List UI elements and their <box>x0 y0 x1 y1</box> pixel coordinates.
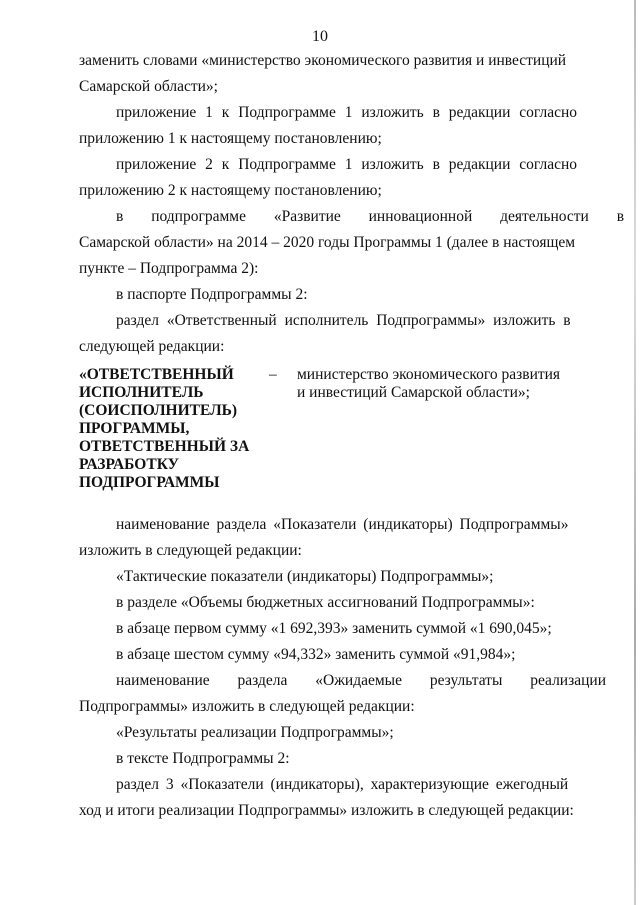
passport-heading-line: «ОТВЕТСТВЕННЫЙ <box>79 366 234 383</box>
text-line: Самарской области»; <box>79 78 218 95</box>
passport-value-line: министерство экономического развития <box>297 366 561 383</box>
paragraph <box>79 668 606 720</box>
text-line: в абзаце шестом сумму «94,332» заменить суммой «91,984»; <box>116 646 516 663</box>
passport-heading-line: ПРОГРАММЫ, <box>79 420 190 437</box>
paragraph <box>79 152 578 204</box>
text-line: в подпрограмме «Развитие инновационной деятельности в <box>116 208 625 225</box>
paragraph <box>79 772 574 824</box>
passport-heading <box>79 366 269 492</box>
passport-heading-line: ОТВЕТСТВЕННЫЙ ЗА <box>79 438 250 455</box>
page-number: 10 <box>312 28 328 45</box>
text-line: в паспорте Подпрограммы 2: <box>116 286 308 303</box>
text-line: раздел «Ответственный исполнитель Подпрограммы» изложить в <box>116 312 571 329</box>
text-line: приложение 1 к Подпрограмме 1 изложить в редакции согласно <box>116 104 578 121</box>
paragraph <box>79 512 569 564</box>
text-line: раздел 3 «Показатели (индикаторы), характеризующие ежегодный <box>116 776 569 793</box>
text-line: в тексте Подпрограммы 2: <box>116 750 290 767</box>
text-line: в абзаце первом сумму «1 692,393» заменить суммой «1 690,045»; <box>116 620 552 637</box>
passport-value <box>297 366 563 492</box>
paragraph <box>79 720 563 746</box>
paragraph <box>79 100 578 152</box>
text-line: наименование раздела «Ожидаемые результаты реализации <box>116 672 606 689</box>
document-body-top <box>79 48 625 360</box>
paragraph <box>79 308 571 360</box>
text-line: приложение 2 к Подпрограмме 1 изложить в редакции согласно <box>116 156 578 173</box>
passport-table <box>79 366 563 492</box>
text-line: Самарской области» на 2014 – 2020 годы Программы 1 (далее в настоящем <box>79 234 576 251</box>
passport-heading-line: РАЗРАБОТКУ <box>79 456 179 473</box>
text-line: «Результаты реализации Подпрограммы»; <box>116 724 394 741</box>
paragraph <box>79 746 563 772</box>
paragraph <box>79 642 563 668</box>
paragraph <box>79 48 567 100</box>
text-line: «Тактические показатели (индикаторы) Подпрограммы»; <box>116 568 494 585</box>
passport-heading-line: (СОИСПОЛНИТЕЛЬ) <box>79 402 238 419</box>
passport-heading-line: ПОДПРОГРАММЫ <box>79 474 220 491</box>
paragraph <box>79 616 563 642</box>
text-line: следующей редакции: <box>79 338 225 355</box>
scan-edge-line <box>634 0 636 905</box>
paragraph <box>79 282 563 308</box>
paragraph <box>79 590 563 616</box>
passport-value-line: и инвестиций Самарской области»; <box>297 384 530 401</box>
text-line: ход и итоги реализации Подпрограммы» изложить в следующей редакции: <box>79 802 574 819</box>
text-line: заменить словами «министерство экономического развития и инвестиций <box>79 52 567 69</box>
text-line: пункте – Подпрограмма 2): <box>79 260 259 277</box>
paragraph <box>79 204 625 282</box>
text-line: изложить в следующей редакции: <box>79 542 302 559</box>
paragraph <box>79 564 563 590</box>
passport-heading-line: ИСПОЛНИТЕЛЬ <box>79 384 204 401</box>
document-body-bottom <box>79 512 606 824</box>
text-line: приложению 2 к настоящему постановлению; <box>79 182 382 199</box>
text-line: в разделе «Объемы бюджетных ассигнований Подпрограммы»: <box>116 594 535 611</box>
passport-dash: – <box>269 366 277 383</box>
text-line: наименование раздела «Показатели (индикаторы) Подпрограммы» <box>116 516 569 533</box>
text-line: Подпрограммы» изложить в следующей редакции: <box>79 698 415 715</box>
text-line: приложению 1 к настоящему постановлению; <box>79 130 382 147</box>
